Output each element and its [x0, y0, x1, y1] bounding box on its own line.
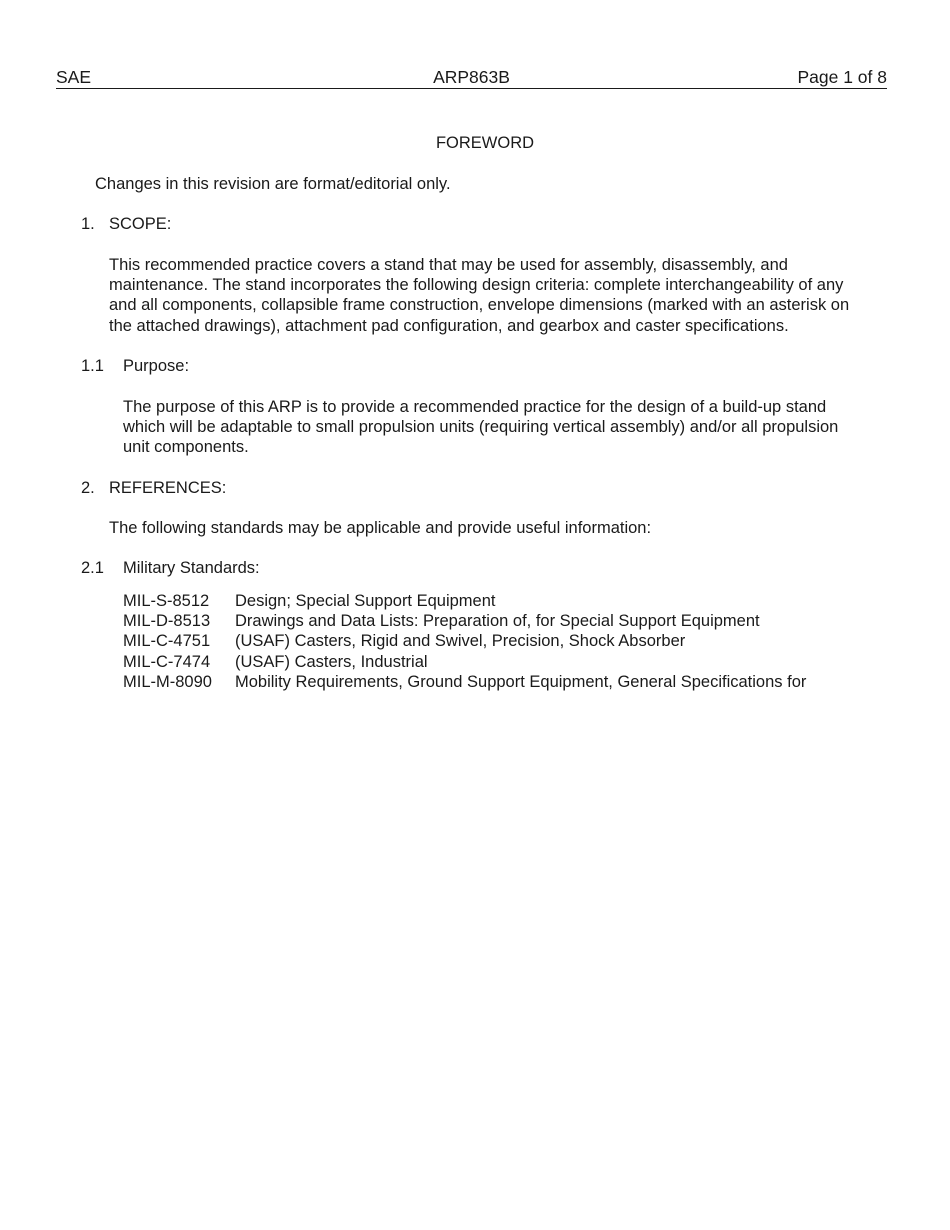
- standard-code: MIL-S-8512: [123, 592, 210, 610]
- standard-code: MIL-C-4751: [123, 632, 211, 650]
- standard-code: MIL-M-8090: [123, 673, 212, 691]
- purpose-number: 1.1: [81, 357, 104, 375]
- standard-code: MIL-D-8513: [123, 612, 211, 630]
- purpose-line-3: unit components.: [123, 438, 249, 456]
- references-heading: REFERENCES:: [109, 479, 227, 497]
- standard-description: (USAF) Casters, Industrial: [235, 653, 428, 671]
- purpose-line-1: The purpose of this ARP is to provide a recommended practice for the design of a build-up stand: [123, 398, 827, 416]
- military-heading: Military Standards:: [123, 559, 260, 577]
- scope-number: 1.: [81, 215, 95, 233]
- header-organization: SAE: [56, 67, 92, 87]
- standard-description: Drawings and Data Lists: Preparation of, for Special Support Equipment: [235, 612, 760, 630]
- scope-line-2: maintenance. The stand incorporates the following design criteria: complete interchangeability of any: [109, 276, 844, 294]
- standard-description: Mobility Requirements, Ground Support Equipment, General Specifications for: [235, 673, 807, 691]
- purpose-heading: Purpose:: [123, 357, 190, 375]
- references-number: 2.: [81, 479, 95, 497]
- standard-description: Design; Special Support Equipment: [235, 592, 496, 610]
- foreword-text: Changes in this revision are format/editorial only.: [95, 175, 451, 193]
- military-number: 2.1: [81, 559, 104, 577]
- scope-line-1: This recommended practice covers a stand that may be used for assembly, disassembly, and: [109, 256, 788, 274]
- scope-heading: SCOPE:: [109, 215, 172, 233]
- standard-description: (USAF) Casters, Rigid and Swivel, Precision, Shock Absorber: [235, 632, 686, 650]
- header-page-number: Page 1 of 8: [797, 67, 887, 87]
- standard-code: MIL-C-7474: [123, 653, 211, 671]
- page-header: [56, 66, 887, 89]
- purpose-line-2: which will be adaptable to small propulsion units (requiring vertical assembly) and/or all propulsion: [123, 418, 839, 436]
- references-text: The following standards may be applicable and provide useful information:: [109, 519, 652, 537]
- scope-line-3: and all components, collapsible frame construction, envelope dimensions (marked with an asterisk on: [109, 296, 850, 314]
- header-document-id: ARP863B: [433, 67, 510, 87]
- foreword-title: FOREWORD: [435, 134, 535, 152]
- scope-line-4: the attached drawings), attachment pad configuration, and gearbox and caster specifications.: [109, 317, 789, 335]
